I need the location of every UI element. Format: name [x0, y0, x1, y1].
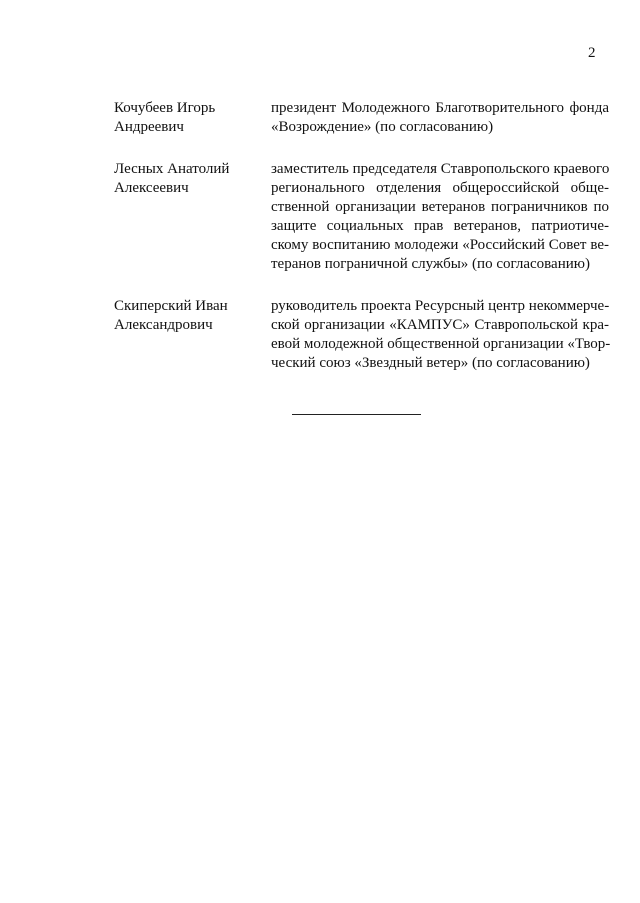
member-description-line: регионального отделения общероссийской обще- [271, 180, 609, 196]
member-description-line: теранов пограничной службы» (по согласованию) [271, 256, 590, 272]
member-description [271, 160, 609, 274]
member-description-line: ской организации «КАМПУС» Ставропольской кра- [271, 317, 609, 333]
member-entry [114, 160, 609, 274]
member-description-line: ственной организации ветеранов пограничников по [271, 199, 609, 215]
member-description-line: руководитель проекта Ресурсный центр некоммерче- [271, 298, 610, 314]
member-description-line: защите социальных прав ветеранов, патриотиче- [271, 218, 609, 234]
member-description-line: «Возрождение» (по согласованию) [271, 119, 494, 135]
member-description [271, 99, 609, 137]
member-name-line: Кочубеев Игорь [114, 100, 216, 116]
member-name [114, 99, 271, 137]
member-description-line: евой молодежной общественной организации «Твор- [271, 336, 611, 352]
member-description-line: ческий союз «Звездный ветер» (по согласованию) [271, 355, 590, 371]
member-name-line: Александрович [114, 317, 213, 333]
member-description-line: скому воспитанию молодежи «Российский Совет ве- [271, 237, 609, 253]
member-name-line: Алексеевич [114, 180, 189, 196]
member-description-line: президент Молодежного Благотворительного фонда [271, 100, 609, 116]
member-name [114, 160, 271, 274]
member-name [114, 297, 271, 373]
member-name-line: Скиперский Иван [114, 298, 228, 314]
end-divider-line [292, 414, 421, 415]
page-number: 2 [588, 45, 596, 61]
member-entry [114, 99, 609, 137]
member-list [114, 99, 609, 396]
member-name-line: Лесных Анатолий [114, 161, 230, 177]
member-description-line: заместитель председателя Ставропольского краевого [271, 161, 610, 177]
member-description [271, 297, 609, 373]
member-name-line: Андреевич [114, 119, 184, 135]
member-entry [114, 297, 609, 373]
